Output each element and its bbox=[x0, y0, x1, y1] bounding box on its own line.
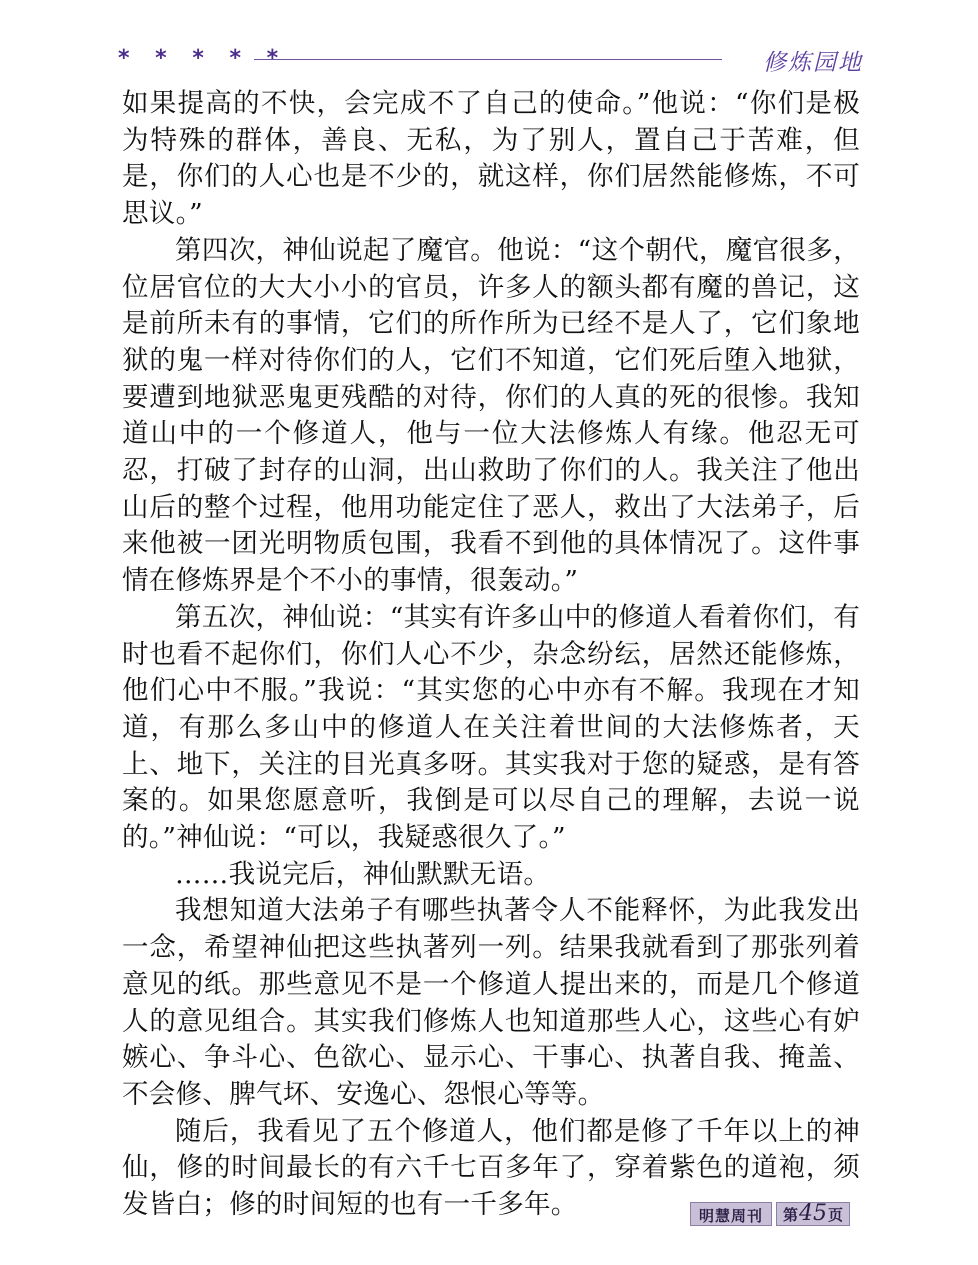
page-prefix: 第 bbox=[783, 1205, 799, 1224]
paragraph: 第四次，神仙说起了魔官。他说：“这个朝代，魔官很多，位居官位的大大小小的官员，许多人的额头都有魔的兽记，这是前所未有的事情，它们的所作所为已经不是人了，它们象地狱的鬼一样对待你们的人，它们不知道，它们死后堕入地狱，要遭到地狱恶鬼更残酷的对待，你们的人真的死的很惨。我知道山中的一个修道人，他与一位大法修炼人有缘。他忍无可忍，打破了封存的山洞，出山救助了你们的人。我关注了他出山后的整个过程，他用功能定住了恶人，救出了大法弟子，后来他被一团光明物质包围，我看不到他的具体情况了。这件事情在修炼界是个不小的事情，很轰动。” bbox=[122, 234, 860, 597]
publication-name: 明慧周刊 bbox=[690, 1202, 772, 1226]
page-footer bbox=[690, 1202, 850, 1226]
paragraph: 我想知道大法弟子有哪些执著令人不能释怀，为此我发出一念，希望神仙把这些执著列一列。结果我就看到了那张列着意见的纸。那些意见不是一个修道人提出来的，而是几个修道人的意见组合。其实我们修炼人也知道那些人心，这些心有妒嫉心、争斗心、色欲心、显示心、干事心、执著自我、掩盖、不会修、脾气坏、安逸心、怨恨心等等。 bbox=[122, 895, 860, 1110]
decorative-stars: * * * * * bbox=[118, 46, 288, 71]
page-number: 45 bbox=[799, 1201, 828, 1226]
page-header bbox=[118, 44, 863, 74]
paragraph: 第五次，神仙说：“其实有许多山中的修道人看着你们，有时也看不起你们，你们人心不少，杂念纷纭，居然还能修炼，他们心中不服。”我说：“其实您的心中亦有不解。我现在才知道，有那么多山中的修道人在关注着世间的大法修炼者，天上、地下，关注的目光真多呀。其实我对于您的疑惑，是有答案的。如果您愿意听，我倒是可以尽自己的理解，去说一说的。”神仙说：“可以，我疑惑很久了。” bbox=[122, 601, 860, 854]
page-number-box bbox=[776, 1202, 850, 1226]
paragraph: 如果提高的不快，会完成不了自己的使命。”他说：“你们是极为特殊的群体，善良、无私，为了别人，置自己于苦难，但是，你们的人心也是不少的，就这样，你们居然能修炼，不可思议。” bbox=[122, 88, 860, 230]
article-body bbox=[122, 86, 860, 1224]
page-suffix: 页 bbox=[828, 1205, 844, 1224]
paragraph: ……我说完后，神仙默默无语。 bbox=[175, 858, 551, 890]
paragraph: 随后，我看见了五个修道人，他们都是修了千年以上的神仙，修的时间最长的有六千七百多年了，穿着紫色的道袍，须发皆白；修的时间短的也有一千多年。 bbox=[122, 1115, 860, 1221]
section-title: 修炼园地 bbox=[763, 50, 863, 76]
header-divider bbox=[254, 59, 722, 60]
